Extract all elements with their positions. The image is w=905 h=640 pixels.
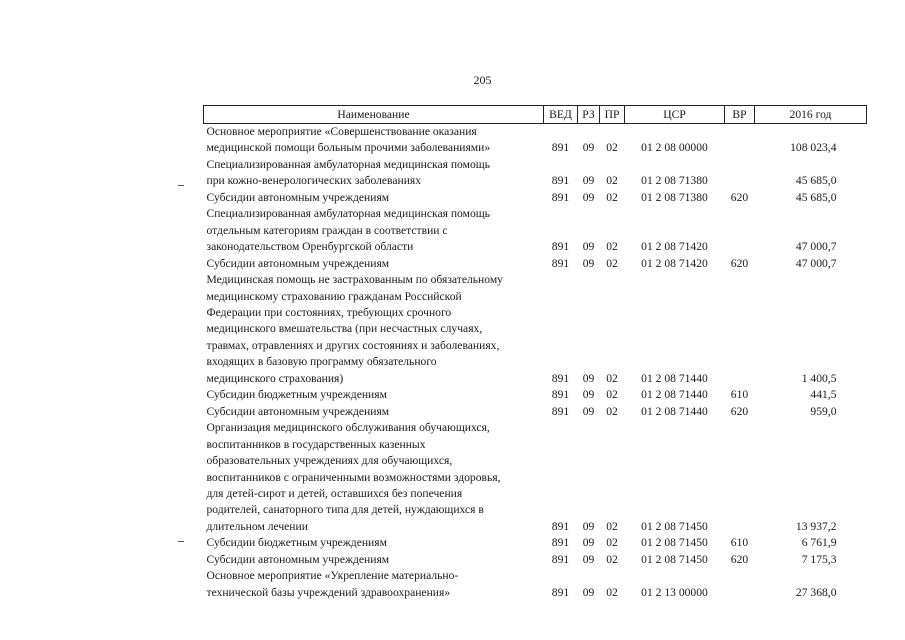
row-name-cell xyxy=(204,190,544,206)
row-vr-cell xyxy=(725,124,755,157)
row-vr-cell xyxy=(725,568,755,601)
row-vr-cell: 610 xyxy=(730,388,749,402)
header-name: Наименование xyxy=(204,106,544,124)
row-rz-cell: 09 xyxy=(582,552,595,566)
row-vr-cell xyxy=(725,157,755,190)
row-rz-cell: 09 xyxy=(582,256,595,270)
row-ved-cell: 891 xyxy=(551,256,570,270)
row-rz-cell: 09 xyxy=(582,585,595,599)
row-name-text: Субсидии автономным учреждениям xyxy=(206,190,390,204)
row-pr-cell: 02 xyxy=(606,404,618,418)
row-ved-cell: 891 xyxy=(551,174,570,188)
table-row xyxy=(204,568,867,601)
row-ved-cell: 891 xyxy=(551,388,570,402)
table-row xyxy=(204,124,867,157)
row-pr-cell: 02 xyxy=(606,256,618,270)
row-csr-cell: 01 2 08 71380 xyxy=(641,190,708,204)
row-ved-cell: 891 xyxy=(551,404,570,418)
row-sum-cell: 6 761,9 xyxy=(801,536,837,550)
row-sum-cell: 45 685,0 xyxy=(795,174,837,188)
row-name-text: Медицинская помощь не застрахованным по обязательному медицинскому страхованию гражданам Российской Федерации при состояниях, требующих срочного медицинского вмешательства (при несчастных случаях, травмах, отравлениях и других состояниях и заболеваниях, входящих в базовую программу обязательного медицинского страхования) xyxy=(206,273,503,385)
row-csr-cell: 01 2 08 71440 xyxy=(641,388,708,402)
row-name-cell xyxy=(204,206,544,255)
row-sum-cell: 27 368,0 xyxy=(795,585,837,599)
row-name-text: Основное мероприятие «Укрепление материально- технической базы учреждений здравоохранения» xyxy=(206,569,459,599)
row-rz-cell: 09 xyxy=(582,404,595,418)
row-rz-cell: 09 xyxy=(582,519,595,533)
row-pr-cell: 02 xyxy=(606,519,618,533)
row-vr-cell: 620 xyxy=(730,404,749,418)
row-csr-cell: 01 2 08 71440 xyxy=(641,371,708,385)
header-vr: ВР xyxy=(725,106,755,124)
row-name-text: Субсидии бюджетным учреждениям xyxy=(206,536,387,550)
table-row xyxy=(204,387,867,403)
row-vr-cell: 620 xyxy=(730,190,749,204)
table-row xyxy=(204,535,867,551)
header-csr: ЦСР xyxy=(625,106,725,124)
row-sum-cell: 45 685,0 xyxy=(795,190,837,204)
row-name-cell xyxy=(204,124,544,157)
row-csr-cell: 01 2 13 00000 xyxy=(641,585,708,599)
row-csr-cell: 01 2 08 71420 xyxy=(641,240,708,254)
table-row xyxy=(204,190,867,206)
table-header xyxy=(204,106,867,124)
row-vr-cell xyxy=(725,420,755,535)
page-number: 205 xyxy=(473,73,492,87)
table-row xyxy=(204,420,867,535)
row-pr-cell: 02 xyxy=(606,552,618,566)
row-sum-cell: 108 023,4 xyxy=(790,141,837,155)
row-ved-cell: 891 xyxy=(551,190,570,204)
row-name-cell xyxy=(204,157,544,190)
row-sum-cell: 7 175,3 xyxy=(801,552,837,566)
row-pr-cell: 02 xyxy=(606,141,618,155)
row-pr-cell: 02 xyxy=(606,585,618,599)
row-name-text: Специализированная амбулаторная медицинская помощь отдельным категориям граждан в соответствии с законодательством Оренбургской области xyxy=(206,207,490,254)
row-sum-cell: 959,0 xyxy=(810,404,837,418)
row-rz-cell: 09 xyxy=(582,240,595,254)
row-name-cell xyxy=(204,404,544,420)
row-name-cell xyxy=(204,552,544,568)
row-name-text: Субсидии бюджетным учреждениям xyxy=(206,388,387,402)
row-name-cell xyxy=(204,535,544,551)
row-sum-cell: 47 000,7 xyxy=(795,256,837,270)
row-rz-cell: 09 xyxy=(582,536,595,550)
row-pr-cell: 02 xyxy=(606,371,618,385)
margin-tick-mark xyxy=(178,185,184,186)
table-row xyxy=(204,552,867,568)
row-name-cell xyxy=(204,387,544,403)
row-ved-cell: 891 xyxy=(551,240,570,254)
row-rz-cell: 09 xyxy=(582,190,595,204)
row-ved-cell: 891 xyxy=(551,141,570,155)
row-name-cell xyxy=(204,256,544,272)
row-sum-cell: 47 000,7 xyxy=(795,240,837,254)
header-rz: РЗ xyxy=(578,106,600,124)
row-vr-cell: 620 xyxy=(730,256,749,270)
budget-allocation-table xyxy=(203,105,867,601)
row-rz-cell: 09 xyxy=(582,371,595,385)
row-name-text: Основное мероприятие «Совершенствование оказания медицинской помощи больным прочими заболеваниями» xyxy=(206,125,491,155)
row-ved-cell: 891 xyxy=(551,536,570,550)
row-name-text: Субсидии автономным учреждениям xyxy=(206,552,390,566)
row-rz-cell: 09 xyxy=(582,388,595,402)
row-name-text: Субсидии автономным учреждениям xyxy=(206,256,390,270)
row-name-text: Субсидии автономным учреждениям xyxy=(206,404,390,418)
row-name-cell xyxy=(204,420,544,535)
row-vr-cell: 610 xyxy=(730,536,749,550)
margin-tick-mark xyxy=(178,541,184,542)
row-csr-cell: 01 2 08 71380 xyxy=(641,174,708,188)
row-csr-cell: 01 2 08 71450 xyxy=(641,552,708,566)
row-pr-cell: 02 xyxy=(606,174,618,188)
row-rz-cell: 09 xyxy=(582,141,595,155)
row-vr-cell xyxy=(725,206,755,255)
header-pr: ПР xyxy=(600,106,625,124)
row-ved-cell: 891 xyxy=(551,519,570,533)
header-year: 2016 год xyxy=(755,106,867,124)
row-ved-cell: 891 xyxy=(551,585,570,599)
row-ved-cell: 891 xyxy=(551,371,570,385)
row-vr-cell: 620 xyxy=(730,552,749,566)
row-name-text: Организация медицинского обслуживания обучающихся, воспитанников в государственных казенных образовательных учреждениях для обучающихся, воспитанников с ограниченными возможностями здоровья, для детей-сирот и детей, оставшихся без попечения родителей, санаторного типа для детей, нуждающихся в длительном лечении xyxy=(206,421,501,533)
row-pr-cell: 02 xyxy=(606,240,618,254)
row-pr-cell: 02 xyxy=(606,190,618,204)
table-row xyxy=(204,157,867,190)
row-csr-cell: 01 2 08 71440 xyxy=(641,404,708,418)
header-ved: ВЕД xyxy=(544,106,578,124)
row-vr-cell xyxy=(725,272,755,387)
row-name-text: Специализированная амбулаторная медицинская помощь при кожно-венерологических заболеваниях xyxy=(206,157,490,188)
row-name-cell xyxy=(204,568,544,601)
row-csr-cell: 01 2 08 71450 xyxy=(641,536,708,550)
row-pr-cell: 02 xyxy=(606,536,618,550)
table-row xyxy=(204,404,867,420)
table-row xyxy=(204,272,867,387)
table-row xyxy=(204,206,867,255)
row-csr-cell: 01 2 08 71420 xyxy=(641,256,708,270)
row-sum-cell: 13 937,2 xyxy=(795,519,837,533)
row-pr-cell: 02 xyxy=(606,388,618,402)
row-ved-cell: 891 xyxy=(551,552,570,566)
row-sum-cell: 441,5 xyxy=(810,388,837,402)
row-csr-cell: 01 2 08 00000 xyxy=(641,141,708,155)
row-csr-cell: 01 2 08 71450 xyxy=(641,519,708,533)
row-rz-cell: 09 xyxy=(582,174,595,188)
row-name-cell xyxy=(204,272,544,387)
table-row xyxy=(204,256,867,272)
row-sum-cell: 1 400,5 xyxy=(801,371,837,385)
table-body xyxy=(204,124,867,602)
